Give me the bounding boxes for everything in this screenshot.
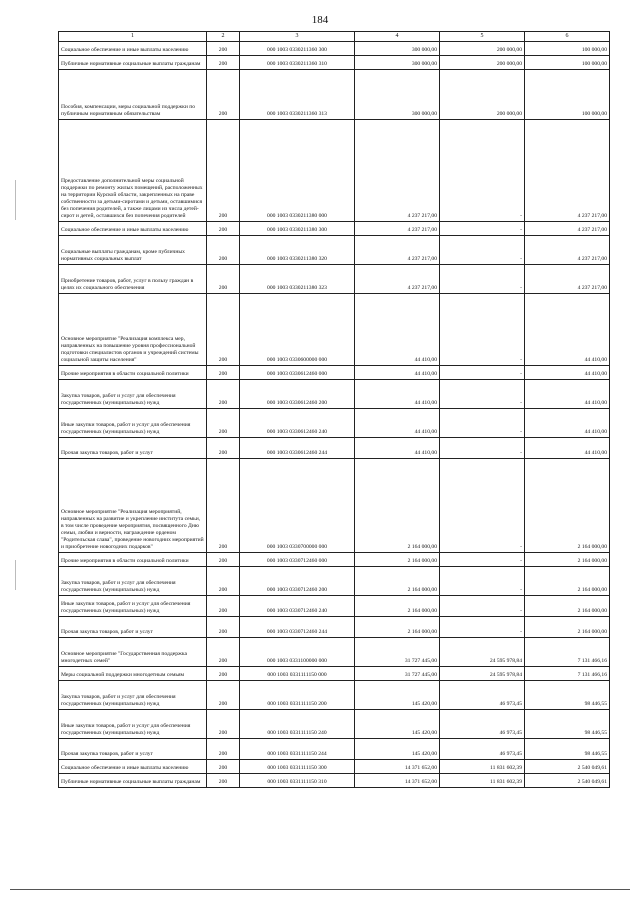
row-unexecuted-cell: 44 410,00 bbox=[525, 438, 610, 459]
row-executed-cell: - bbox=[440, 236, 525, 265]
row-unexecuted-cell: 98 446,55 bbox=[525, 681, 610, 710]
row-approved-cell: 44 410,00 bbox=[355, 294, 440, 366]
row-executed-cell: 11 831 602,39 bbox=[440, 760, 525, 774]
row-code-cell: 200 bbox=[207, 294, 240, 366]
row-unexecuted-cell: 44 410,00 bbox=[525, 366, 610, 380]
row-executed-cell: - bbox=[440, 222, 525, 236]
scan-artifact bbox=[15, 560, 16, 590]
row-classification-cell: 000 1003 0330211380 320 bbox=[240, 236, 355, 265]
row-approved-cell: 4 237 217,00 bbox=[355, 222, 440, 236]
table-row bbox=[59, 774, 610, 788]
table-body bbox=[59, 42, 610, 788]
row-executed-cell: - bbox=[440, 120, 525, 222]
row-name-cell: Социальное обеспечение и иные выплаты населению bbox=[59, 222, 207, 236]
table-row bbox=[59, 760, 610, 774]
row-code-cell: 200 bbox=[207, 596, 240, 617]
row-classification-cell: 000 1003 0330712460 200 bbox=[240, 567, 355, 596]
row-code-cell: 200 bbox=[207, 667, 240, 681]
row-executed-cell: - bbox=[440, 366, 525, 380]
column-header: 2 bbox=[207, 32, 240, 42]
row-name-cell: Иные закупки товаров, работ и услуг для обеспечения государственных (муниципальных) нужд bbox=[59, 409, 207, 438]
row-executed-cell: - bbox=[440, 265, 525, 294]
row-executed-cell: 46 973,45 bbox=[440, 739, 525, 760]
row-approved-cell: 145 420,00 bbox=[355, 710, 440, 739]
row-executed-cell: 24 595 978,84 bbox=[440, 667, 525, 681]
row-executed-cell: - bbox=[440, 380, 525, 409]
column-header: 1 bbox=[59, 32, 207, 42]
row-approved-cell: 2 164 000,00 bbox=[355, 596, 440, 617]
row-approved-cell: 14 371 652,00 bbox=[355, 774, 440, 788]
row-code-cell: 200 bbox=[207, 617, 240, 638]
row-approved-cell: 44 410,00 bbox=[355, 438, 440, 459]
table-row bbox=[59, 265, 610, 294]
row-unexecuted-cell: 4 237 217,00 bbox=[525, 236, 610, 265]
table-row bbox=[59, 459, 610, 553]
table-row bbox=[59, 70, 610, 120]
table-row bbox=[59, 567, 610, 596]
row-executed-cell: 200 000,00 bbox=[440, 70, 525, 120]
row-approved-cell: 145 420,00 bbox=[355, 739, 440, 760]
row-name-cell: Прочие мероприятия в области социальной политики bbox=[59, 553, 207, 567]
row-name-cell: Социальные выплаты гражданам, кроме публичных нормативных социальных выплат bbox=[59, 236, 207, 265]
row-code-cell: 200 bbox=[207, 774, 240, 788]
row-classification-cell: 000 1003 0330211380 300 bbox=[240, 222, 355, 236]
table-row bbox=[59, 553, 610, 567]
row-name-cell: Основное мероприятие "Реализация комплекса мер, направленных на повышение уровня профессиональной подготовки специалистов органов и учреждений системы социальной защиты населения" bbox=[59, 294, 207, 366]
row-unexecuted-cell: 2 164 000,00 bbox=[525, 596, 610, 617]
row-classification-cell: 000 1003 0330211360 310 bbox=[240, 56, 355, 70]
row-name-cell: Прочая закупка товаров, работ и услуг bbox=[59, 438, 207, 459]
row-classification-cell: 000 1003 0331100000 000 bbox=[240, 638, 355, 667]
table-row bbox=[59, 56, 610, 70]
row-classification-cell: 000 1003 0331111150 310 bbox=[240, 774, 355, 788]
row-executed-cell: - bbox=[440, 617, 525, 638]
row-executed-cell: - bbox=[440, 553, 525, 567]
row-approved-cell: 2 164 000,00 bbox=[355, 459, 440, 553]
row-name-cell: Предоставление дополнительной меры социальной поддержки по ремонту жилых помещений, расположенных на территории Курской области, закрепленных на праве собственности за детьми-сиротами и детьми, оставшимися без попечения родителей, а также лицами из числа детей-сирот и детей, оставшихся без попечения родителей bbox=[59, 120, 207, 222]
row-unexecuted-cell: 2 540 049,61 bbox=[525, 774, 610, 788]
row-approved-cell: 300 000,00 bbox=[355, 56, 440, 70]
row-executed-cell: - bbox=[440, 596, 525, 617]
row-name-cell: Пособия, компенсации, меры социальной поддержки по публичным нормативным обязательствам bbox=[59, 70, 207, 120]
row-code-cell: 200 bbox=[207, 380, 240, 409]
row-classification-cell: 000 1003 0330712460 240 bbox=[240, 596, 355, 617]
table-row bbox=[59, 681, 610, 710]
row-executed-cell: - bbox=[440, 438, 525, 459]
table-row bbox=[59, 596, 610, 617]
row-approved-cell: 145 420,00 bbox=[355, 681, 440, 710]
table-row bbox=[59, 222, 610, 236]
row-unexecuted-cell: 100 000,00 bbox=[525, 70, 610, 120]
row-code-cell: 200 bbox=[207, 638, 240, 667]
row-name-cell: Иные закупки товаров, работ и услуг для обеспечения государственных (муниципальных) нужд bbox=[59, 710, 207, 739]
row-name-cell: Публичные нормативные социальные выплаты гражданам bbox=[59, 56, 207, 70]
budget-table bbox=[58, 31, 610, 788]
row-approved-cell: 4 237 217,00 bbox=[355, 236, 440, 265]
row-code-cell: 200 bbox=[207, 681, 240, 710]
row-classification-cell: 000 1003 0330612460 244 bbox=[240, 438, 355, 459]
row-unexecuted-cell: 4 237 217,00 bbox=[525, 120, 610, 222]
row-approved-cell: 31 727 445,00 bbox=[355, 667, 440, 681]
row-classification-cell: 000 1003 0330612460 200 bbox=[240, 380, 355, 409]
row-approved-cell: 4 237 217,00 bbox=[355, 265, 440, 294]
row-classification-cell: 000 1003 0330211360 300 bbox=[240, 42, 355, 56]
row-code-cell: 200 bbox=[207, 710, 240, 739]
row-code-cell: 200 bbox=[207, 56, 240, 70]
row-code-cell: 200 bbox=[207, 366, 240, 380]
row-approved-cell: 300 000,00 bbox=[355, 70, 440, 120]
row-approved-cell: 14 371 652,00 bbox=[355, 760, 440, 774]
row-name-cell: Прочие мероприятия в области социальной политики bbox=[59, 366, 207, 380]
row-code-cell: 200 bbox=[207, 739, 240, 760]
row-code-cell: 200 bbox=[207, 265, 240, 294]
row-unexecuted-cell: 7 131 466,16 bbox=[525, 667, 610, 681]
row-classification-cell: 000 1003 0331111150 240 bbox=[240, 710, 355, 739]
row-unexecuted-cell: 2 164 000,00 bbox=[525, 617, 610, 638]
row-classification-cell: 000 1003 0330211380 323 bbox=[240, 265, 355, 294]
table-row bbox=[59, 739, 610, 760]
row-executed-cell: - bbox=[440, 567, 525, 596]
row-classification-cell: 000 1003 0331111150 200 bbox=[240, 681, 355, 710]
row-name-cell: Закупка товаров, работ и услуг для обеспечения государственных (муниципальных) нужд bbox=[59, 681, 207, 710]
row-code-cell: 200 bbox=[207, 42, 240, 56]
row-classification-cell: 000 1003 0330612460 240 bbox=[240, 409, 355, 438]
row-approved-cell: 4 237 217,00 bbox=[355, 120, 440, 222]
table-row bbox=[59, 617, 610, 638]
row-approved-cell: 44 410,00 bbox=[355, 380, 440, 409]
row-executed-cell: 46 973,45 bbox=[440, 710, 525, 739]
row-code-cell: 200 bbox=[207, 553, 240, 567]
row-code-cell: 200 bbox=[207, 760, 240, 774]
row-classification-cell: 000 1003 0330700000 000 bbox=[240, 459, 355, 553]
row-code-cell: 200 bbox=[207, 459, 240, 553]
row-executed-cell: - bbox=[440, 294, 525, 366]
row-code-cell: 200 bbox=[207, 438, 240, 459]
row-executed-cell: - bbox=[440, 409, 525, 438]
row-executed-cell: 200 000,00 bbox=[440, 42, 525, 56]
row-name-cell: Основное мероприятие "Государственная поддержка многодетных семей" bbox=[59, 638, 207, 667]
row-name-cell: Закупка товаров, работ и услуг для обеспечения государственных (муниципальных) нужд bbox=[59, 380, 207, 409]
row-unexecuted-cell: 4 237 217,00 bbox=[525, 265, 610, 294]
row-code-cell: 200 bbox=[207, 70, 240, 120]
column-header: 3 bbox=[240, 32, 355, 42]
row-unexecuted-cell: 98 446,55 bbox=[525, 710, 610, 739]
table-row bbox=[59, 409, 610, 438]
page-number: 184 bbox=[311, 14, 329, 26]
row-executed-cell: 200 000,00 bbox=[440, 56, 525, 70]
row-name-cell: Иные закупки товаров, работ и услуг для обеспечения государственных (муниципальных) нужд bbox=[59, 596, 207, 617]
table-row bbox=[59, 438, 610, 459]
row-name-cell: Социальное обеспечение и иные выплаты населению bbox=[59, 760, 207, 774]
row-code-cell: 200 bbox=[207, 120, 240, 222]
row-executed-cell: 11 831 602,39 bbox=[440, 774, 525, 788]
row-classification-cell: 000 1003 0331111150 000 bbox=[240, 667, 355, 681]
row-classification-cell: 000 1003 0330211380 000 bbox=[240, 120, 355, 222]
row-executed-cell: 24 595 978,84 bbox=[440, 638, 525, 667]
table-header-row bbox=[59, 32, 610, 42]
row-code-cell: 200 bbox=[207, 236, 240, 265]
row-name-cell: Прочая закупка товаров, работ и услуг bbox=[59, 617, 207, 638]
row-name-cell: Прочая закупка товаров, работ и услуг bbox=[59, 739, 207, 760]
row-unexecuted-cell: 44 410,00 bbox=[525, 294, 610, 366]
table-row bbox=[59, 294, 610, 366]
row-unexecuted-cell: 2 540 049,61 bbox=[525, 760, 610, 774]
column-header: 5 bbox=[440, 32, 525, 42]
row-classification-cell: 000 1003 0330211360 313 bbox=[240, 70, 355, 120]
row-approved-cell: 44 410,00 bbox=[355, 409, 440, 438]
row-name-cell: Закупка товаров, работ и услуг для обеспечения государственных (муниципальных) нужд bbox=[59, 567, 207, 596]
table-row bbox=[59, 380, 610, 409]
scan-artifact bbox=[15, 180, 16, 220]
row-name-cell: Публичные нормативные социальные выплаты гражданам bbox=[59, 774, 207, 788]
row-code-cell: 200 bbox=[207, 222, 240, 236]
row-name-cell: Меры социальной поддержки многодетным семьям bbox=[59, 667, 207, 681]
row-unexecuted-cell: 44 410,00 bbox=[525, 409, 610, 438]
page-bottom-rule bbox=[10, 889, 630, 890]
row-unexecuted-cell: 44 410,00 bbox=[525, 380, 610, 409]
row-classification-cell: 000 1003 0331111150 300 bbox=[240, 760, 355, 774]
row-classification-cell: 000 1003 0330712460 244 bbox=[240, 617, 355, 638]
row-approved-cell: 2 164 000,00 bbox=[355, 617, 440, 638]
row-approved-cell: 300 000,00 bbox=[355, 42, 440, 56]
row-executed-cell: - bbox=[440, 459, 525, 553]
row-approved-cell: 44 410,00 bbox=[355, 366, 440, 380]
row-classification-cell: 000 1003 0331111150 244 bbox=[240, 739, 355, 760]
row-classification-cell: 000 1003 0330712460 000 bbox=[240, 553, 355, 567]
row-unexecuted-cell: 98 446,55 bbox=[525, 739, 610, 760]
row-unexecuted-cell: 100 000,00 bbox=[525, 56, 610, 70]
row-executed-cell: 46 973,45 bbox=[440, 681, 525, 710]
row-code-cell: 200 bbox=[207, 567, 240, 596]
table-row bbox=[59, 42, 610, 56]
row-approved-cell: 31 727 445,00 bbox=[355, 638, 440, 667]
row-unexecuted-cell: 100 000,00 bbox=[525, 42, 610, 56]
row-unexecuted-cell: 2 164 000,00 bbox=[525, 459, 610, 553]
row-approved-cell: 2 164 000,00 bbox=[355, 553, 440, 567]
row-name-cell: Приобретение товаров, работ, услуг в пользу граждан в целях их социального обеспечения bbox=[59, 265, 207, 294]
table-row bbox=[59, 120, 610, 222]
table-row bbox=[59, 710, 610, 739]
table-row bbox=[59, 366, 610, 380]
table-row bbox=[59, 638, 610, 667]
table-row bbox=[59, 236, 610, 265]
column-header: 4 bbox=[355, 32, 440, 42]
table-row bbox=[59, 667, 610, 681]
row-unexecuted-cell: 7 131 466,16 bbox=[525, 638, 610, 667]
row-unexecuted-cell: 4 237 217,00 bbox=[525, 222, 610, 236]
row-classification-cell: 000 1003 0330600000 000 bbox=[240, 294, 355, 366]
row-name-cell: Основное мероприятие "Реализация мероприятий, направленных на развитие и укрепление института семьи, в том числе проведение мероприятия, посвященного Дню семьи, любви и верности, награждение орденом "Родительская слава", проведение новогодних мероприятий и приобретение новогодних подарков" bbox=[59, 459, 207, 553]
row-unexecuted-cell: 2 164 000,00 bbox=[525, 553, 610, 567]
row-approved-cell: 2 164 000,00 bbox=[355, 567, 440, 596]
row-unexecuted-cell: 2 164 000,00 bbox=[525, 567, 610, 596]
row-code-cell: 200 bbox=[207, 409, 240, 438]
column-header: 6 bbox=[525, 32, 610, 42]
row-name-cell: Социальное обеспечение и иные выплаты населению bbox=[59, 42, 207, 56]
row-classification-cell: 000 1003 0330612460 000 bbox=[240, 366, 355, 380]
